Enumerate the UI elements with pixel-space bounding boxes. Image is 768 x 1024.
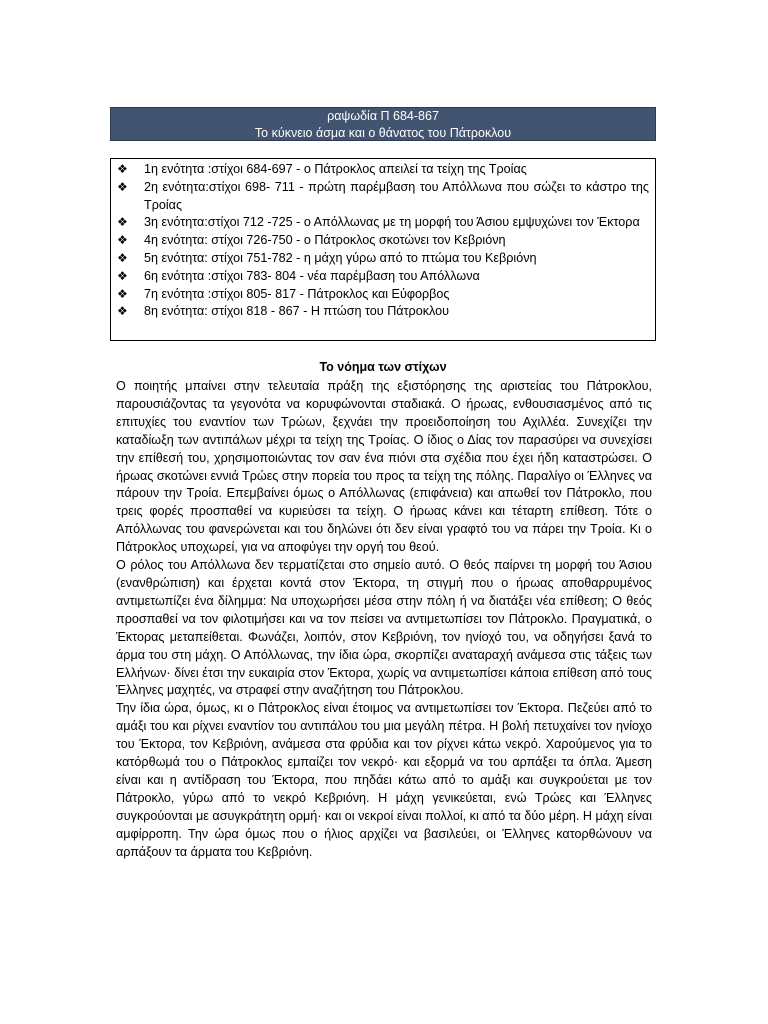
unit-text: 8η ενότητα: στίχοι 818 - 867 - Η πτώση του Πάτροκλου — [144, 304, 450, 319]
list-item — [117, 268, 649, 286]
paragraph: Ο ρόλος του Απόλλωνα δεν τερματίζεται στο σημείο αυτό. Ο θεός παίρνει τη μορφή του Άσιου (ενανθρώπιση) και έρχεται κοντά στον Έκτορα, τη στιγμή που ο ήρωας αποθαρρυμένος αντιμετωπίζει ένα δίλημμα: Να υποχωρήσει μέσα στην πόλη ή να διατάξει νέα επίθεση; Ο θεός προσπαθεί να τον φιλοτιμήσει και να τον πείσει να αντιμετωπίσει τον Πάτροκλο. Πραγματικά, ο Έκτορας μεταπείθεται. Φωνάζει, λοιπόν, στον Κεβριόνη, τον ηνίοχό του, να οδηγήσει ξανά το άρμα του στη μάχη. Ο Απόλλωνας, την ίδια ώρα, σκορπίζει αναταραχή ανάμεσα στις τάξεις των Ελλήνων· δίνει έτσι την ευκαιρία στον Έκτορα, χωρίς να αντιμετωπίσει κάποια επίθεση από τους Έλληνες μαχητές, να στραφεί στην αναζήτηση του Πάτροκλου. — [116, 558, 652, 698]
diamond-bullet-icon: ❖ — [117, 179, 128, 194]
unit-text: 7η ενότητα :στίχοι 805- 817 - Πάτροκλος και Εύφορβος — [144, 286, 450, 301]
unit-text: 5η ενότητα: στίχοι 751-782 - η μάχη γύρω από το πτώμα του Κεβριόνη — [144, 250, 537, 265]
diamond-bullet-icon: ❖ — [117, 215, 128, 230]
list-item — [117, 286, 649, 304]
body-text — [116, 378, 652, 861]
diamond-bullet-icon: ❖ — [117, 233, 128, 248]
title-line-2: Το κύκνειο άσμα και ο θάνατος του Πάτροκλου — [254, 126, 512, 140]
list-item — [117, 250, 649, 268]
unit-text: 4η ενότητα: στίχοι 726-750 - ο Πάτροκλος σκοτώνει τον Κεβριόνη — [144, 233, 506, 248]
diamond-bullet-icon: ❖ — [117, 286, 128, 301]
title-line-1: ραψωδία Π 684-867 — [327, 109, 439, 123]
diamond-bullet-icon: ❖ — [117, 250, 128, 265]
paragraph: Την ίδια ώρα, όμως, κι ο Πάτροκλος είναι έτοιμος να αντιμετωπίσει τον Έκτορα. Πεζεύει από το αμάξι του και ρίχνει εναντίον του αντιπάλου του μια μεγάλη πέτρα. Η βολή πετυχαίνει τον ηνίοχο του Έκτορα, τον Κεβριόνη, ανάμεσα στα φρύδια και τον ρίχνει κάτω νεκρό. Χαρούμενος για το κατόρθωμά του ο Πάτροκλος εμπαίζει τον νεκρό· και εξορμά να του αρπάξει τα όπλα. Άμεση είναι και η αντίδραση του Έκτορα, που πηδάει κάτω από το αμάξι και συγκρούεται με τον Πάτροκλο, γύρω από το νεκρό Κεβριόνη. Η μάχη γενικεύεται, ενώ Τρώες και Έλληνες συγκρούονται με ασυγκράτητη ορμή· και οι νεκροί είναι πολλοί, κι από τα δύο μέρη. Η μάχη είναι αμφίρροπη. Την ώρα όμως που ο ήλιος αρχίζει να βασιλεύει, οι Έλληνες κατορθώνουν να αρπάξουν τα άρματα του Κεβριόνη. — [116, 701, 652, 859]
document-title-banner — [110, 107, 656, 141]
list-item — [117, 232, 649, 250]
list-item — [117, 179, 649, 215]
list-item — [117, 214, 649, 232]
unit-text: 6η ενότητα :στίχοι 783- 804 - νέα παρέμβαση του Απόλλωνα — [144, 268, 480, 283]
units-list — [110, 158, 656, 341]
unit-text: 3η ενότητα:στίχοι 712 -725 - ο Απόλλωνας με τη μορφή του Άσιου εμψυχώνει τον Έκτορα — [144, 215, 640, 230]
paragraph: Ο ποιητής μπαίνει στην τελευταία πράξη της εξιστόρησης της αριστείας του Πάτροκλου, παρουσιάζοντας τα γεγονότα να κορυφώνονται σταδιακά. Ο ήρωας, ενθουσιασμένος από τις επιτυχίες του εναντίον των Τρώων, ξεχνάει την προειδοποίηση του Αχιλλέα. Συνεχίζει την καταδίωξη των αντιπάλων μέχρι τα τείχη της Τροίας. Ο ίδιος ο Δίας τον παρασύρει να συνεχίσει την επίθεσή του, χρησιμοποιώντας τον σαν ένα πιόνι στα σχέδια που έχει ήδη καταστρώσει. Ο ήρωας σκοτώνει εννιά Τρώες στην πορεία του προς τα τείχη της πόλης. Παραλίγο οι Έλληνες να πάρουν την Τροία. Επεμβαίνει όμως ο Απόλλωνας (επιφάνεια) και απωθεί τον Πάτροκλο, που τρεις φορές προσπαθεί να κυριεύσει τα τείχη. Ο ήρωας κάνει και τέταρτη επίθεση. Τότε ο Απόλλωνας του φανερώνεται και του δηλώνει ότι δεν είναι γραφτό του να πάρει την Τροία. Κι ο Πάτροκλος υποχωρεί, για να αποφύγει την οργή του θεού. — [116, 379, 652, 555]
list-item — [117, 303, 649, 321]
diamond-bullet-icon: ❖ — [117, 304, 128, 319]
diamond-bullet-icon: ❖ — [117, 268, 128, 283]
unit-text: 1η ενότητα :στίχοι 684-697 - ο Πάτροκλος απειλεί τα τείχη της Τροίας — [144, 162, 527, 176]
diamond-bullet-icon: ❖ — [117, 162, 128, 176]
unit-text: 2η ενότητα:στίχοι 698- 711 - πρώτη παρέμβαση του Απόλλωνα που σώζει το κάστρο της Τροίας — [144, 179, 649, 212]
list-item — [117, 161, 649, 179]
section-heading: Το νόημα των στίχων — [319, 360, 447, 374]
